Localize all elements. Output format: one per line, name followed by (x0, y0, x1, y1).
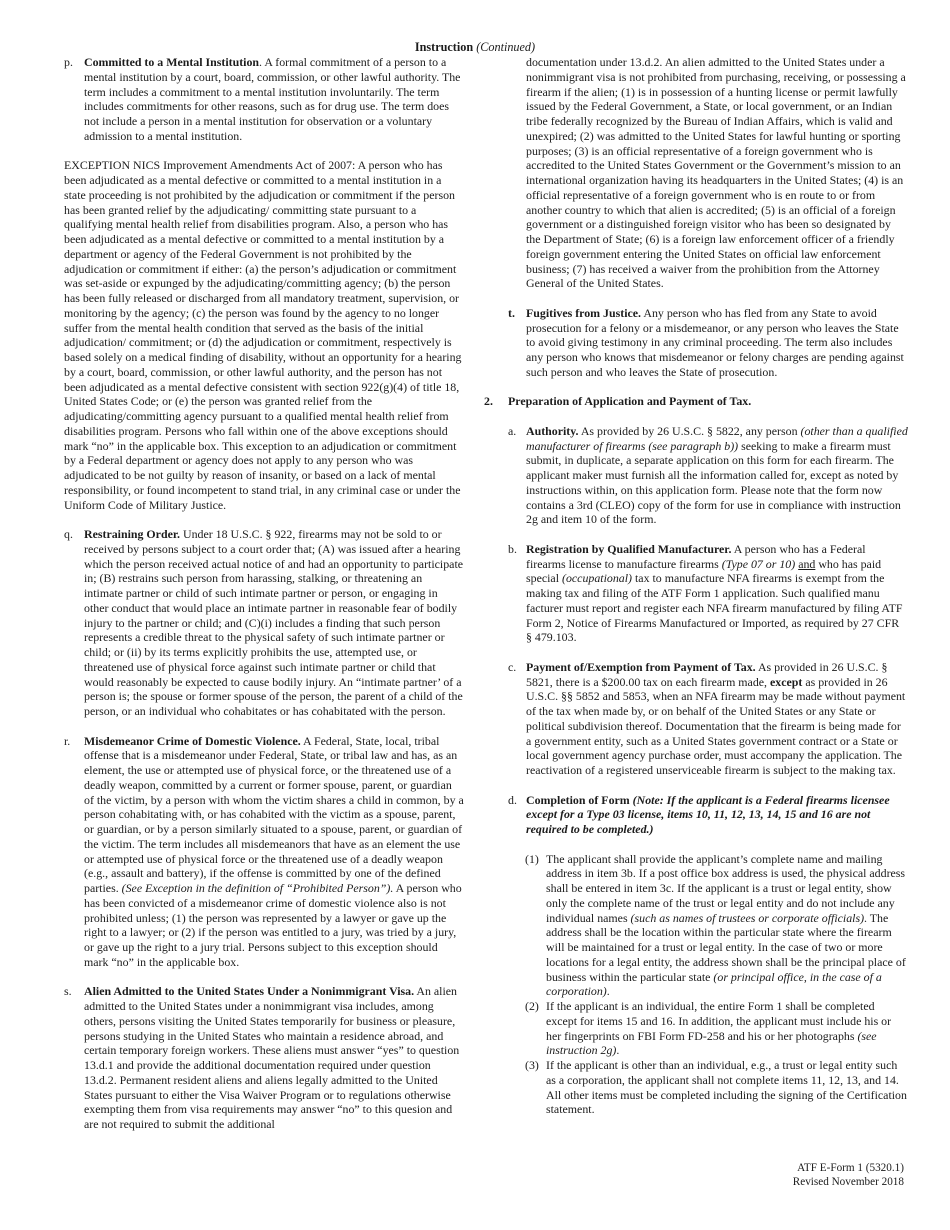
section-number: 2. (484, 394, 493, 409)
header-continued: (Continued) (476, 40, 536, 54)
page-header (0, 40, 950, 54)
section-2a (484, 424, 908, 527)
item-text: . (616, 1043, 620, 1058)
revision-date: Revised November 2018 (792, 1175, 904, 1188)
item-italic: (or principal office, in the case of a corporation) (546, 969, 882, 999)
item-marker: (2) (525, 999, 539, 1013)
item-text: The applicant shall provide the applicant’s complete name and mailing address in item 3b. If a post office box address is used, the physical address shall be entered in item 3c. If the applicant is a trust or legal entity, show only the complete name of the trust or legal entity and do not include any individual names (546, 851, 906, 925)
item-marker: (3) (525, 1058, 539, 1072)
definition-t (484, 306, 908, 380)
item-text: documentation under 13.d.2. An alien admitted to the United States under a nonimmigrant visa is not prohibited from purchasing, receiving, or possessing a firearm if the alien; (1) is in possession of a hunting license or permit lawfully issued by the Federal Government, a State, or local government, or an Indian tribe federally recognized by the Bureau of Indian Affairs, which is valid and unexpired; (2) was admitted to the United States for lawful hunting or sporting purposes; (3) is an official representative of a foreign government who is accredited to the United States Government or the Government’s mission to an international organization having its headquarters in the United States; (4) is an official representative of a foreign government who is en route to or from another country to which that alien is accredited; (5) is an official of a foreign government or a distinguished foreign visitor who has been so designated by the Department of State; (6) is a foreign law enforcement officer of a friendly foreign government entering the United States on official law enforcement business; (7) has received a waiver from the prohibition from the Attorney General of the United States. (526, 55, 906, 291)
item-marker: a. (508, 423, 517, 438)
definition-s-continued (484, 55, 908, 291)
section-2d-3 (484, 1058, 908, 1117)
item-title: Completion of Form (526, 792, 630, 807)
item-marker: r. (64, 733, 71, 748)
item-marker: q. (64, 527, 73, 541)
item-marker: b. (508, 541, 517, 556)
item-marker: p. (64, 55, 73, 69)
item-title: Authority. (526, 423, 579, 438)
item-title: Fugitives from Justice. (526, 305, 642, 320)
item-title: Misdemeanor Crime of Domestic Violence. (84, 733, 301, 748)
definition-r (64, 734, 464, 970)
item-italic: (Type 07 or 10) (721, 556, 796, 571)
item-note: (Note: If the applicant is a Federal firearms licensee except for a Type 03 license, items 10, 11, 12, 13, 14, 15 and 16 are not required to be completed.) (526, 792, 890, 836)
item-italic: (see instruction 2g) (546, 1028, 877, 1058)
definition-q (64, 527, 464, 719)
item-italic: (such as names of trustees or corporate officials) (630, 910, 865, 925)
item-text: tax to manufacture NFA firearms is exempt from the making tax and filing of the ATF Form 1 application. Such qualified manu facturer must report and register each NFA firearm manufactured by filing ATF Form 2, Notice of Firearms Manufactured or Imported, as required by 27 CFR § 479.103. (526, 571, 903, 645)
item-marker: c. (508, 659, 517, 674)
item-title: Restraining Order. (84, 527, 181, 541)
item-text: . (606, 984, 610, 999)
section-2d-2 (484, 999, 908, 1058)
section-2c (484, 660, 908, 778)
item-text: As provided by 26 U.S.C. § 5822, any person (578, 423, 801, 438)
item-title: Payment of/Exemption from Payment of Tax. (526, 659, 756, 674)
form-footer (793, 1162, 904, 1189)
item-text: A person who has a Federal firearms license to manufacture firearms (526, 541, 866, 571)
item-text: As provided in 26 U.S.C. § 5821, there is a $200.00 tax on each firearm made, (526, 659, 888, 689)
item-text: A person who has been convicted of a misdemeanor crime of domestic violence also is not prohibited unless; (1) the person was represented by a lawyer or gave up the right to a lawyer; or (2) if the person was entitled to a jury, was tried by a jury, or gave up the right to a jury trial. Persons subject to this exception should mark “no” in the applicable box. (84, 881, 462, 969)
item-text: . The address shall be the location within the particular state where the firearm will be maintained for a trust or legal entity. In the case of two or more locations for a legal entity, the address shown shall be the principal place of business within the particular state (546, 910, 906, 984)
section-title: Preparation of Application and Payment of Tax. (508, 394, 752, 409)
item-text: who has paid special (526, 556, 882, 586)
item-text: If the applicant is other than an individual, e.g., a trust or legal entity such as a corporation, the applicant shall not complete items 11, 12, 13, and 14. All other items must be completed including the signing of the Certification statement. (546, 1058, 907, 1117)
item-text: If the applicant is an individual, the entire Form 1 shall be completed except for items 15 and 16. In addition, the applicant must include his or her fingerprints on FBI Form FD-258 and his or her photographs (546, 999, 892, 1043)
item-text: as provided in 26 U.S.C. §§ 5852 and 5853, when an NFA firearm may be made without payment of the tax when made by, or on behalf of the United States or any State or political subdivision thereof. Documentation that the firearm is being made for a government entity, such as a United States government contract or a State or local government agency purchase order, must accompany the application. The reactivation of a registered unserviceable firearm is subject to the making tax. (526, 674, 906, 777)
item-text: seeking to make a firearm must submit, in duplicate, a separate application on this form for each firearm. The applicant maker must furnish all the information called for, except as noted by instructions within, on this application form. Please note that the form now contains a 3rd (CLEO) copy of the form for use in compliance with instruction 2g and item 10 of the form. (526, 438, 901, 527)
left-column (64, 55, 464, 1132)
item-marker: s. (64, 984, 72, 999)
item-italic: (occupational) (562, 571, 633, 586)
item-title: Committed to a Mental Institution (84, 55, 260, 69)
item-title: Alien Admitted to the United States Under a Nonimmigrant Visa. (84, 984, 415, 999)
item-text: Under 18 U.S.C. § 922, firearms may not be sold to or received by persons subject to a court order that; (A) was issued after a hearing which the person received actual notice of and had an opportunity to participate in; (B) restrains such person from harassing, stalking, or threatening an intimate partner or child of such intimate partner or person, or engaging in other conduct that would place an intimate partner in reasonable fear of bodily injury to the partner or child; and (C)(i) includes a finding that such person represents a credible threat to the physical safety of such intimate partner or child; or (ii) by its terms explicitly prohibits the use, attempted use, or threatened use of physical force against such intimate partner or child that would reasonably be expected to cause bodily injury. An “intimate partner’ of a person is; the spouse or former spouse of the person, the parent of a child of the person, or an individual who cohabitates or has cohabitated with the person. (84, 527, 464, 718)
item-text: . A formal commitment of a person to a mental institution by a court, board, commission, or other lawful authority. The term includes a commitment to a mental institution involuntarily. The term includes commitments for other reasons, such as for drug use. The term does not include a person in a mental institution for observation or a voluntary admission to a mental institution. (84, 55, 461, 143)
item-text: Any person who has fled from any State to avoid prosecution for a felony or a misdemeanor, or any person who leaves the State to avoid giving testimony in any criminal proceeding. The term also includes any person who knows that misdemeanor or felony charges are pending against such person and who leaves the State of prosecution. (526, 305, 904, 379)
header-title: Instruction (414, 40, 474, 54)
right-column (484, 55, 908, 1117)
item-text: An alien admitted to the United States under a nonimmigrant visa includes, among others, persons visiting the United States temporarily for business or pleasure, persons studying in the United States who maintain a residence abroad, and certain temporary foreign workers. These aliens must answer “yes” to question 13.d.1 and provide the additional documentation required under question 13.d.2. Permanent resident aliens and aliens legally admitted to the United States pursuant to either the Visa Waiver Program or to regulations otherwise exempting them from visa requirements may answer “no” to this quesion and are not required to submit the additional (84, 984, 460, 1131)
item-italic: (other than a qualified manufacturer of firearms (see paragraph b)) (526, 423, 908, 453)
item-marker: d. (508, 792, 517, 807)
item-marker: t. (508, 305, 515, 320)
section-2d (484, 793, 908, 837)
definition-s (64, 984, 464, 1132)
item-bold: except (770, 674, 803, 689)
item-marker: (1) (525, 851, 539, 866)
nics-exception: EXCEPTION NICS Improvement Amendments Act of 2007: A person who has been adjudicated as a mental defective or committed to a mental institution in a state proceeding is not prohibited by the adjudication or commitment if the person has been granted relief by the adjudicating/ committing state pursuant to a qualifying mental health relief from disabilities program. Also, a person who has been adjudicated as a mental defective or committed to a mental institution by a department or agency of the Federal Government is not prohibited by the adjudication or commitment if either: (a) the person’s adjudication or commitment was set-aside or expunged by the adjudicating/committing agency; (b) the person has been fully released or discharged from all mandatory treatment, supervision, or monitoring by the agency; (c) the person was found by the agency to no longer suffer from the mental health condition that served as the basis of the initial adjudication/ commitment; or (d) the adjudication or commitment, respectively is based solely on a medical finding of disability, without an opportunity for a hearing by a court, board, commission, or other lawful authority, and the person has not been adjudicated as a mental defective consistent with section 922(g)(4) of title 18, United States Code; or (e) the person was granted relief from the adjudicating/committing agency pursuant to a qualified mental health relief from disabilities program. Persons who fall within one of the above exceptions should mark “no” in the applicable box. This exception to an adjudication or commitment by a Federal department or agency does not apply to any person who was adjudicated to be not guilty by reason of insanity, or based on a lack of mental responsibility, or found incompetent to stand trial, in any criminal case or under the Uniform Code of Military Justice. (64, 158, 462, 512)
section-2d-1 (484, 852, 908, 1000)
section-2-heading (484, 394, 908, 409)
item-title: Registration by Qualified Manufacturer. (526, 541, 732, 556)
definition-p (64, 55, 464, 144)
form-number: ATF E-Form 1 (5320.1) (797, 1162, 904, 1174)
item-text: A Federal, State, local, tribal offense that is a misdemeanor under Federal, State, or tribal law and has, as an element, the use or attempted use of physical force, or the threatened use of a deadly weapon, committed by a current or former spouse, parent, or guardian of the victim, by a person with whom the victim shares a child in common, by a person cohabitating with, or has cohabited with the victim as a spouse, parent, or guardian, or by a person similarly situated to a spouse, parent, or guardian of the victim. The term includes all misdemeanors that have as an element the use or attempted use of physical force or the threatened use of a deadly weapon (e.g., assault and battery), if the offense is committed by one of the defined parties. (84, 733, 464, 895)
item-italic: (See Exception in the definition of “Prohibited Person”). (121, 881, 394, 895)
item-underline: and (798, 556, 816, 571)
section-2b (484, 542, 908, 645)
